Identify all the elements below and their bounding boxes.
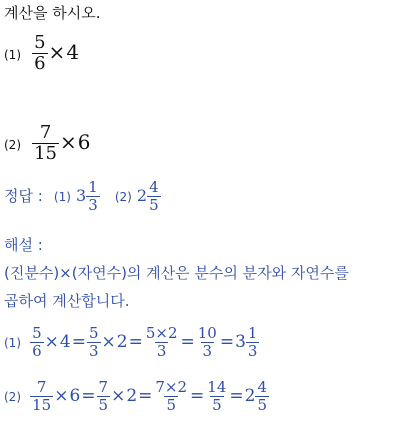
answer-2-value xyxy=(136,178,161,214)
fraction xyxy=(246,326,260,359)
denominator: 5 xyxy=(257,396,268,414)
operator: × xyxy=(60,130,77,154)
denominator: 15 xyxy=(32,396,52,414)
operand: 6 xyxy=(69,386,81,406)
denominator: 5 xyxy=(166,396,176,414)
numerator: 5×2 xyxy=(145,324,178,342)
question-number: (1) xyxy=(4,48,21,62)
question-number: (2) xyxy=(4,138,21,152)
whole-part: 3 xyxy=(76,186,87,205)
numerator: 4 xyxy=(257,378,268,396)
answer-label: 정답 : xyxy=(4,187,43,205)
question-expression xyxy=(32,32,80,74)
question-2 xyxy=(4,124,91,163)
numerator: 4 xyxy=(149,178,159,196)
equals: = xyxy=(81,386,96,406)
numerator: 5 xyxy=(88,324,99,342)
denominator: 5 xyxy=(212,396,222,414)
equals: = xyxy=(128,332,143,352)
explanation-line-2: 곱하여 계산합니다. xyxy=(4,292,130,310)
numerator: 5 xyxy=(32,324,42,342)
answer-1-value xyxy=(76,178,105,214)
operand: 2 xyxy=(126,386,138,406)
question-1 xyxy=(4,34,79,73)
denominator: 3 xyxy=(156,342,167,360)
numerator: 7 xyxy=(36,378,47,396)
operand: 2 xyxy=(116,332,128,352)
denominator: 5 xyxy=(149,196,159,214)
solution-number: (2) xyxy=(4,390,21,404)
fraction xyxy=(86,180,100,213)
solution-expression xyxy=(30,324,259,360)
fraction xyxy=(153,380,189,413)
denominator: 6 xyxy=(32,342,42,360)
numerator: 7×2 xyxy=(155,378,188,396)
solution-expression xyxy=(30,378,269,414)
numerator: 1 xyxy=(88,178,98,196)
answer-2-number: (2) xyxy=(114,190,132,204)
denominator: 3 xyxy=(247,342,258,360)
numerator: 5 xyxy=(34,32,46,53)
fraction xyxy=(97,380,111,413)
solution-2 xyxy=(4,380,269,413)
whole-part: 3 xyxy=(235,332,246,352)
equals: = xyxy=(180,332,195,352)
operand: 6 xyxy=(77,130,91,154)
problem-title: 계산을 하시오. xyxy=(4,4,101,22)
denominator: 3 xyxy=(202,342,213,360)
fraction xyxy=(30,380,53,413)
fraction xyxy=(196,326,219,359)
operand: 4 xyxy=(59,332,71,352)
equals: = xyxy=(219,332,235,352)
operator: × xyxy=(111,386,126,406)
operator: × xyxy=(48,40,66,64)
fraction xyxy=(147,180,161,213)
fraction xyxy=(30,326,44,359)
answer-1-number: (1) xyxy=(53,190,71,204)
fraction xyxy=(255,380,269,413)
denominator: 6 xyxy=(34,53,46,74)
solution-1 xyxy=(4,326,259,359)
equals: = xyxy=(138,386,153,406)
numerator: 7 xyxy=(39,122,52,143)
denominator: 3 xyxy=(88,196,98,214)
equals: = xyxy=(71,332,86,352)
operand: 4 xyxy=(66,40,80,64)
numerator: 14 xyxy=(207,378,227,396)
answer-line xyxy=(4,180,161,213)
fraction xyxy=(32,124,59,163)
equals: = xyxy=(229,386,244,406)
question-expression xyxy=(32,122,91,164)
operator: × xyxy=(101,332,116,352)
operator: × xyxy=(44,332,59,352)
fraction xyxy=(32,34,47,73)
numerator: 1 xyxy=(247,324,258,342)
solution-number: (1) xyxy=(4,336,21,350)
explanation-line-1: (진분수)×(자연수)의 계산은 분수의 분자와 자연수를 xyxy=(4,264,349,282)
whole-part: 2 xyxy=(244,386,256,406)
numerator: 10 xyxy=(197,324,217,342)
operator: × xyxy=(54,386,69,406)
denominator: 5 xyxy=(98,396,109,414)
equals: = xyxy=(190,386,205,406)
fraction xyxy=(87,326,101,359)
denominator: 3 xyxy=(88,342,99,360)
denominator: 15 xyxy=(34,143,57,164)
fraction xyxy=(205,380,228,413)
fraction xyxy=(144,326,180,359)
explanation-label: 해설 : xyxy=(4,236,43,254)
numerator: 7 xyxy=(98,378,109,396)
whole-part: 2 xyxy=(136,186,148,205)
